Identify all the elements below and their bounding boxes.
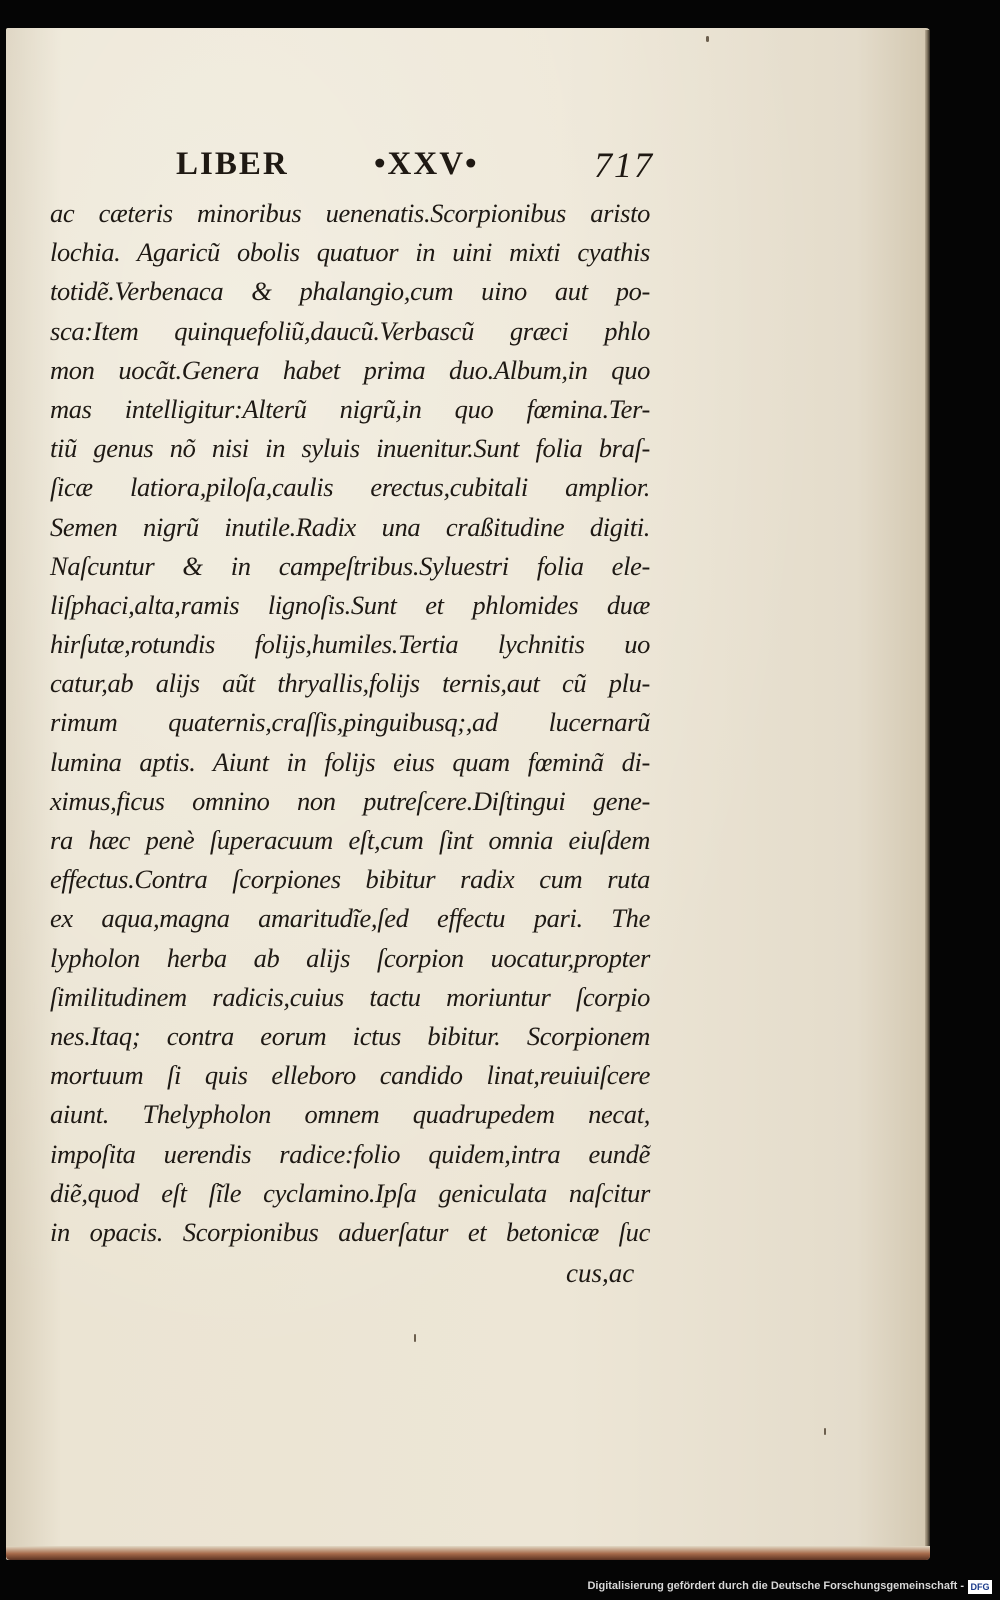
dfg-logo: DFG xyxy=(968,1580,992,1594)
text-line: hirſutæ,rotundis folijs,humiles.Tertia lychnitis uo xyxy=(50,629,650,660)
text-line: ſimilitudinem radicis,cuius tactu moriuntur ſcorpio xyxy=(50,981,650,1012)
text-line: ac cæteris minoribus uenenatis.Scorpionibus aristo xyxy=(50,198,650,228)
body-text xyxy=(50,194,650,1252)
text-line: mas intelligitur:Alterũ nigrũ,in quo fœmina.Ter- xyxy=(50,393,650,424)
paper-speck xyxy=(824,1428,826,1435)
text-line: lumina aptis. Aiunt in folijs eius quam fœminã di- xyxy=(50,746,650,777)
text-line: nes.Itaq; contra eorum ictus bibitur. Scorpionem xyxy=(50,1020,650,1051)
text-line: lochia. Agaricũ obolis quatuor in uini mixti cyathis xyxy=(50,237,650,268)
header-book-number: •XXV• xyxy=(374,146,479,182)
text-line: catur,ab alijs aũt thryallis,folijs ternis,aut cũ plu- xyxy=(50,668,650,699)
text-line: ſicæ latiora,piloſa,caulis erectus,cubitali amplior. xyxy=(50,472,650,503)
text-line: Semen nigrũ inutile.Radix una craßitudine digiti. xyxy=(50,511,650,542)
text-line: ra hæc penè ſuperacuum eſt,cum ſint omnia eiuſdem xyxy=(50,825,650,855)
text-line: diẽ,quod eſt ſĩle cyclamino.Ipſa geniculata naſcitur xyxy=(50,1177,650,1208)
text-line: in opacis. Scorpionibus aduerſatur et betonicæ ſuc xyxy=(50,1216,650,1247)
text-line: effectus.Contra ſcorpiones bibitur radix cum ruta xyxy=(50,864,650,895)
digitization-credit: Digitalisierung gefördert durch die Deutsche Forschungsgemeinschaft - xyxy=(587,1580,964,1592)
running-header xyxy=(176,146,666,186)
text-line: lypholon herba ab alijs ſcorpion uocatur,propter xyxy=(50,942,650,973)
header-liber: LIBER xyxy=(176,146,289,182)
text-line: aiunt. Thelypholon omnem quadrupedem necat, xyxy=(50,1099,650,1130)
paper-speck xyxy=(414,1334,416,1342)
text-line: ex aqua,magna amaritudĩe,ſed effectu pari. The xyxy=(50,903,650,934)
catchword: cus,ac xyxy=(566,1258,635,1288)
text-line: rimum quaternis,craſſis,pinguibusq;,ad lucernarũ xyxy=(50,707,650,738)
text-line: tiũ genus nõ nisi in syluis inuenitur.Sunt folia braſ- xyxy=(50,433,650,464)
text-line: totidẽ.Verbenaca & phalangio,cum uino aut po- xyxy=(50,276,650,307)
text-line: mortuum ſi quis elleboro candido linat,reuiuiſcere xyxy=(50,1060,650,1091)
page-number: 717 xyxy=(594,145,654,185)
text-line: mon uocãt.Genera habet prima duo.Album,in quo xyxy=(50,354,650,385)
text-line: ximus,ficus omnino non putreſcere.Diſtingui gene- xyxy=(50,785,650,816)
text-line: impoſita uerendis radice:folio quidem,intra eundẽ xyxy=(50,1138,650,1169)
text-line: Naſcuntur & in campeſtribus.Syluestri folia ele- xyxy=(50,550,650,581)
text-line: liſphaci,alta,ramis lignoſis.Sunt et phlomides duæ xyxy=(50,589,650,620)
page-edge xyxy=(925,30,930,1556)
paper-speck xyxy=(706,36,709,42)
page-bottom-edge xyxy=(6,1546,930,1560)
text-line: sca:Item quinquefoliũ,daucũ.Verbascũ græci phlo xyxy=(50,315,650,346)
